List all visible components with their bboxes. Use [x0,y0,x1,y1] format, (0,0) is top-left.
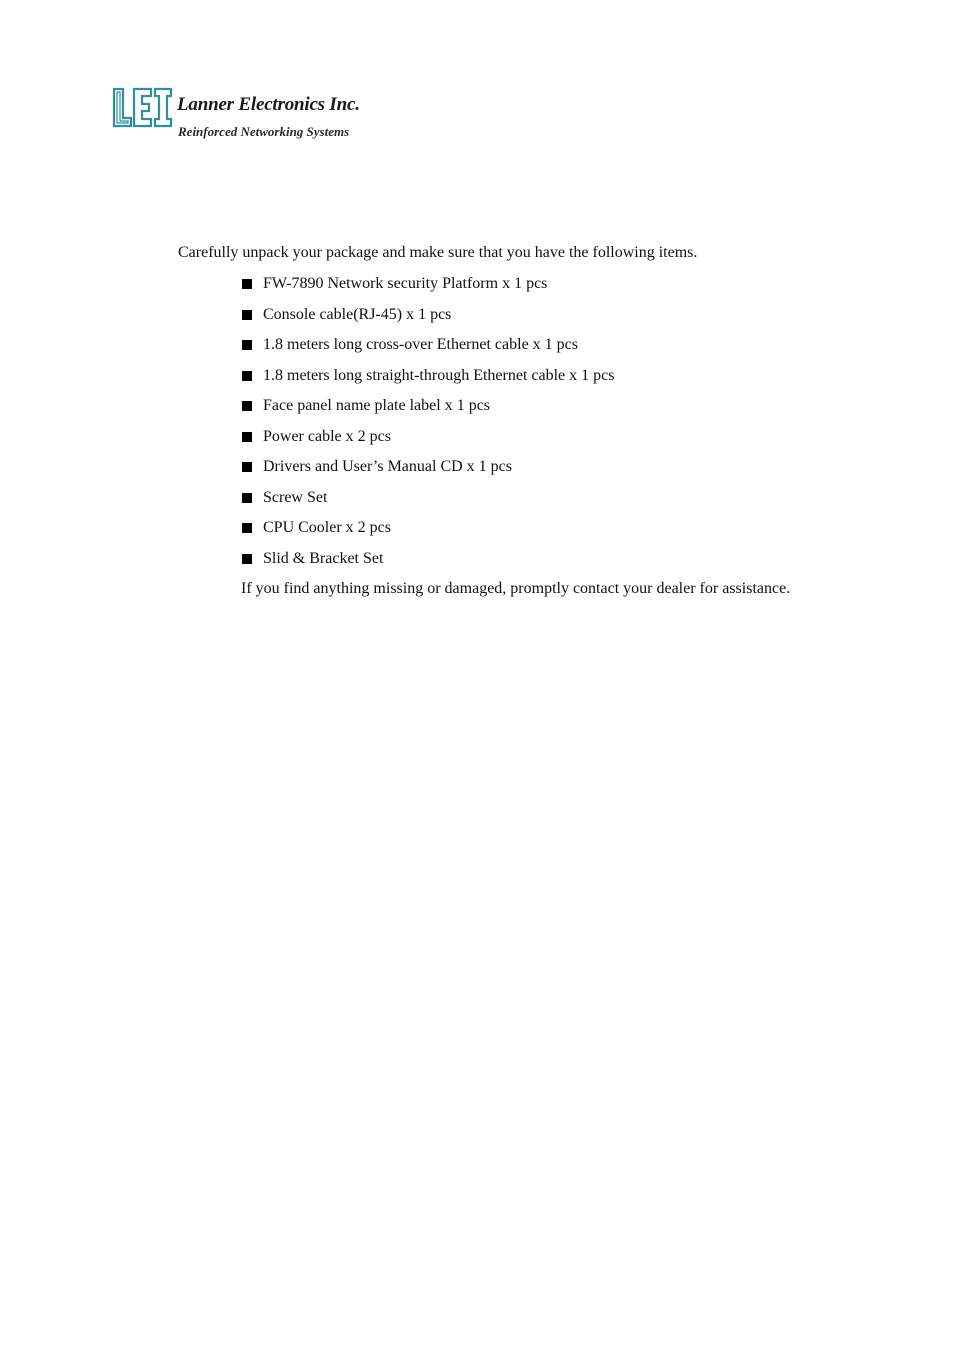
company-name: Lanner Electronics Inc. [177,94,360,115]
square-bullet-icon [242,462,252,472]
square-bullet-icon [242,279,252,289]
square-bullet-icon [242,523,252,533]
list-item-text: CPU Cooler x 2 pcs [263,519,391,536]
list-item-text: 1.8 meters long cross-over Ethernet cable x 1 pcs [263,336,579,353]
list-item-text: Slid & Bracket Set [263,549,384,567]
list-item-text: Console cable(RJ-45) x 1 pcs [263,305,452,323]
list-item [241,549,614,580]
list-item-text: Drivers and User’s Manual CD x 1 pcs [263,458,512,475]
square-bullet-icon [242,401,252,411]
square-bullet-icon [242,554,252,564]
company-tagline: Reinforced Networking Systems [178,124,350,139]
list-item-text: FW-7890 Network security Platform x 1 pcs [263,275,548,292]
square-bullet-icon [242,340,252,350]
square-bullet-icon [242,310,252,320]
intro-paragraph: Carefully unpack your package and make sure that you have the following items. [178,244,698,261]
closing-paragraph: If you find anything missing or damaged, promptly contact your dealer for assistance. [241,580,791,597]
list-item [241,274,614,305]
square-bullet-icon [242,493,252,503]
lei-logo-mark [111,86,175,130]
list-item [241,488,614,519]
list-item [241,457,614,488]
list-item [241,518,614,549]
list-item-text: Power cable x 2 pcs [263,427,391,445]
package-contents-list [241,274,614,579]
list-item [241,366,614,397]
list-item [241,427,614,458]
list-item-text: 1.8 meters long straight-through Ethernet cable x 1 pcs [263,366,615,384]
list-item [241,335,614,366]
list-item-text: Screw Set [263,488,328,506]
square-bullet-icon [242,371,252,381]
list-item-text: Face panel name plate label x 1 pcs [263,397,491,414]
company-logo [111,86,411,148]
list-item [241,396,614,427]
square-bullet-icon [242,432,252,442]
list-item [241,305,614,336]
